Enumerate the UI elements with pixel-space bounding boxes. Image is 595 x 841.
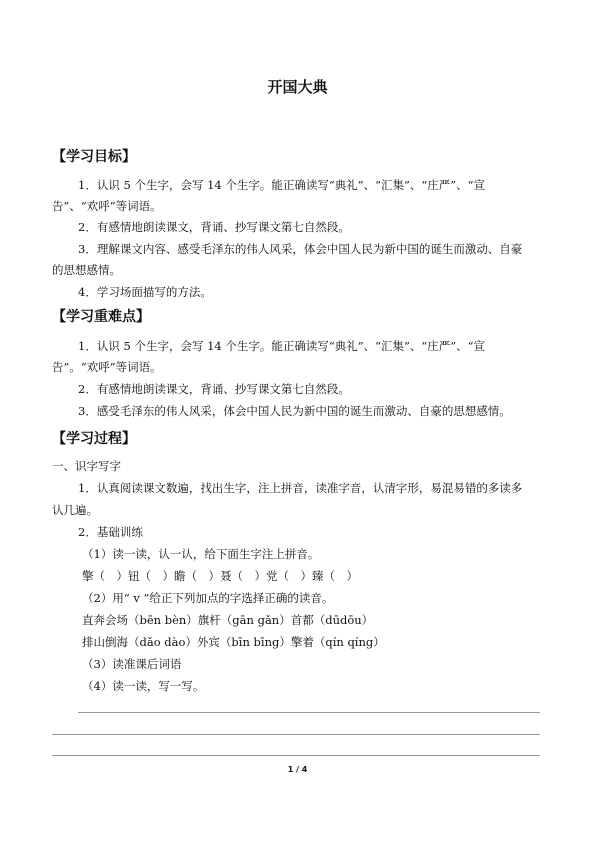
paragraph-line: 告”。“欢呼”等词语。 (52, 360, 162, 374)
section-heading-goals: 【学习目标】 (52, 149, 136, 165)
writing-line (52, 734, 540, 735)
paragraph-line: 3．感受毛泽东的伟人风采，体会中国人民为新中国的诞生而激动、自豪的思想感情。 (78, 404, 511, 418)
writing-line (78, 712, 540, 713)
paragraph-line: （3）读准课后词语 (82, 657, 182, 671)
paragraph-line: （1）读一读，认一认，给下面生字注上拼音。 (82, 547, 320, 561)
section-heading-key-points: 【学习重难点】 (52, 309, 150, 325)
paragraph-line: 一、识字写字 (52, 459, 121, 473)
paragraph-line: 擎（ ）钮（ ）瞻（ ）聂（ ）党（ ）臻（ ） (82, 569, 358, 583)
paragraph-line: 告”、“欢呼”等词语。 (52, 199, 162, 213)
paragraph-line: 认几遍。 (52, 503, 98, 517)
document-title: 开国大典 (267, 78, 328, 96)
paragraph-line: 1．认识 5 个生字，会写 14 个生字。能正确读写“典礼”、“汇集”、“庄严”、“宣 (78, 339, 486, 353)
paragraph-line: 排山倒海（dǎo dào）外宾（bīn bīng）擎着（qín qíng） (82, 635, 385, 649)
paragraph-line: 直奔会场（bēn bèn）旗杆（gān gǎn）首都（dūdōu） (82, 613, 374, 627)
paragraph-line: 1．认识 5 个生字，会写 14 个生字。能正确读写“典礼”、“汇集”、“庄严”、“宣 (78, 178, 486, 192)
paragraph-line: （2）用“ v ”给正下列加点的字选择正确的读音。 (82, 591, 334, 605)
writing-line (52, 755, 540, 756)
paragraph-line: 1．认真阅读课文数遍，找出生字，注上拼音，读准字音，认清字形，易混易错的多读多 (78, 481, 523, 495)
paragraph-line: 的思想感情。 (52, 263, 121, 277)
paragraph-line: 4．学习场面描写的方法。 (78, 285, 212, 299)
paragraph-line: （4）读一读，写一写。 (82, 679, 205, 693)
paragraph-line: 3．理解课文内容、感受毛泽东的伟人风采，体会中国人民为新中国的诞生而激动、自豪 (78, 242, 523, 256)
section-heading-process: 【学习过程】 (52, 431, 136, 447)
paragraph-line: 2．有感情地朗读课文，背诵、抄写课文第七自然段。 (78, 220, 350, 234)
page-number: 1 / 4 (287, 765, 308, 774)
paragraph-line: 2．有感情地朗读课文，背诵、抄写课文第七自然段。 (78, 382, 350, 396)
paragraph-line: 2．基础训练 (78, 525, 143, 539)
